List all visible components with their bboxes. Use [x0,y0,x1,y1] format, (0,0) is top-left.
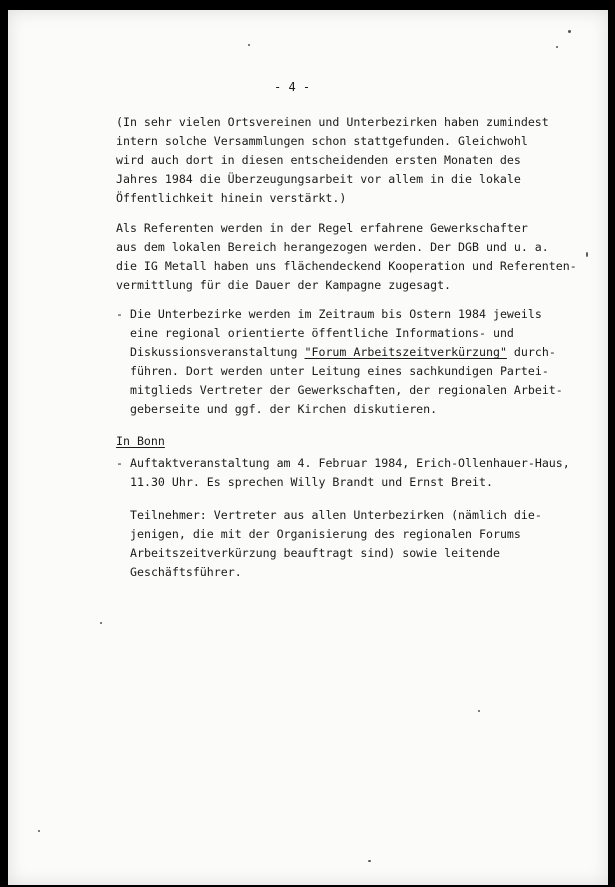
scan-speck [368,860,371,862]
paragraph-line: aus dem lokalen Bereich herangezogen werden. Der DGB und u. a. [116,240,549,254]
bullet-line: Die Unterbezirke werden im Zeitraum bis Ostern 1984 jeweils [130,307,542,321]
paragraph-line: intern solche Versammlungen schon stattgefunden. Gleichwohl [116,134,528,148]
paragraph-line: vermittlung für die Dauer der Kampagne zugesagt. [116,278,452,292]
bullet-text: Diskussionsveranstaltung [130,345,305,359]
paragraph-line: die IG Metall haben uns flächendeckend Kooperation und Referenten- [116,259,577,273]
scan-speck [248,44,250,46]
bullet-line-forum [130,345,556,360]
paragraph-intro [116,115,549,213]
document-page [8,10,608,885]
participants-line: Geschäftsführer. [130,565,242,579]
bullet-line: führen. Dort werden unter Leitung eines sachkundigen Partei- [130,364,549,378]
participants-line: jenigen, die mit der Organisierung des regionalen Forums [130,527,521,541]
page-number: - 4 - [274,80,311,94]
section-heading: In Bonn [116,434,165,448]
paragraph-line: wird auch dort in diesen entscheidenden ersten Monaten des [116,153,521,167]
bullet-line: geberseite und ggf. der Kirchen diskutieren. [130,402,438,416]
scan-speck [478,710,480,712]
bullet-marker: - [116,307,123,321]
bullet-line: eine regional orientierte öffentliche Informations- und [130,326,514,340]
bullet-line: mitglieds Vertreter der Gewerkschaften, der regionalen Arbeit- [130,383,563,397]
scan-speck [556,46,558,48]
bullet-line: 11.30 Uhr. Es sprechen Willy Brandt und Ernst Breit. [130,475,493,489]
paragraph-line: Jahres 1984 die Überzeugungsarbeit vor allem in die lokale [116,172,521,186]
paragraph-line: Als Referenten werden in der Regel erfahrene Gewerkschafter [116,221,528,235]
bullet-text: durch- [506,345,556,359]
paragraph-line: (In sehr vielen Ortsvereinen und Unterbezirken haben zumindest [116,115,549,129]
scan-speck [568,30,571,33]
participants-line: Arbeitszeitverkürzung beauftragt sind) sowie leitende [130,546,500,560]
paragraph-line: Öffentlichkeit hinein verstärkt.) [116,191,347,205]
scan-speck [100,622,102,624]
bullet-unterbezirke [130,307,563,419]
scan-speck [586,252,588,257]
paragraph-referenten [116,221,577,305]
scan-speck [38,830,40,832]
bullet-marker: - [116,456,123,470]
forum-title: "Forum Arbeitszeitverkürzung" [304,345,507,359]
bullet-auftakt [130,456,570,512]
bullet-line: Auftaktveranstaltung am 4. Februar 1984, Erich-Ollenhauer-Haus, [130,456,570,470]
participants-paragraph [130,508,542,592]
participants-line: Teilnehmer: Vertreter aus allen Unterbezirken (nämlich die- [130,508,542,522]
